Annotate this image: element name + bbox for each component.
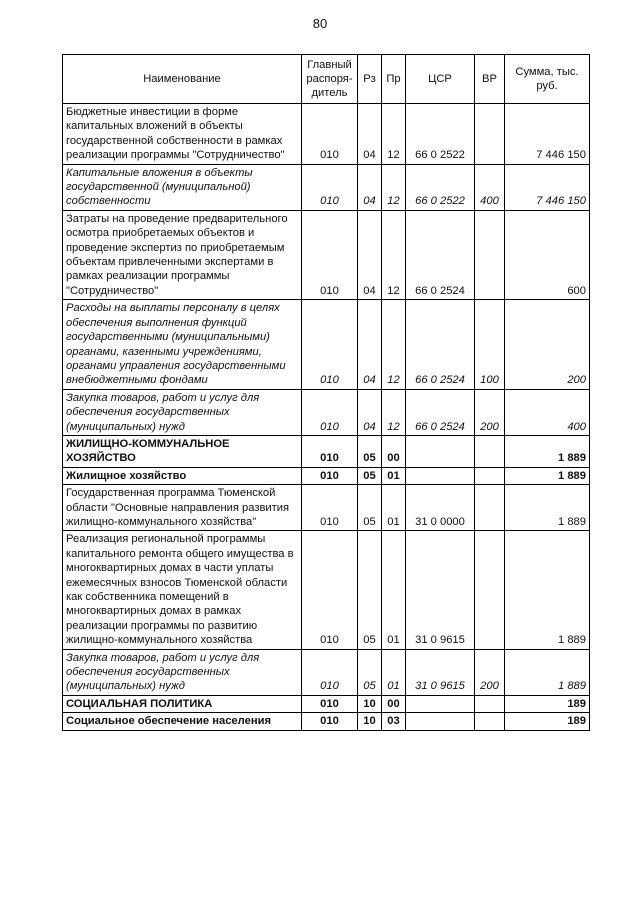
- cell-sum: 1 889: [505, 467, 590, 484]
- cell-admin: 010: [302, 531, 358, 649]
- cell-rz: 04: [358, 210, 382, 299]
- cell-csr: 66 0 2524: [406, 389, 475, 435]
- cell-admin: 010: [302, 695, 358, 712]
- table-row: [63, 210, 590, 299]
- cell-rz: 04: [358, 104, 382, 165]
- header-sum: Сумма, тыс. руб.: [505, 55, 590, 104]
- cell-vr: [475, 435, 505, 467]
- cell-sum: 1 889: [505, 435, 590, 467]
- header-vr: ВР: [475, 55, 505, 104]
- cell-name: СОЦИАЛЬНАЯ ПОЛИТИКА: [63, 695, 302, 712]
- table-row: [63, 164, 590, 210]
- cell-sum: 189: [505, 713, 590, 730]
- table-row: [63, 300, 590, 389]
- cell-admin: 010: [302, 467, 358, 484]
- cell-name: ЖИЛИЩНО-КОММУНАЛЬНОЕ ХОЗЯЙСТВО: [63, 435, 302, 467]
- cell-csr: 66 0 2522: [406, 164, 475, 210]
- cell-sum: 600: [505, 210, 590, 299]
- header-pr: Пр: [382, 55, 406, 104]
- cell-rz: 10: [358, 695, 382, 712]
- cell-admin: 010: [302, 210, 358, 299]
- cell-pr: 00: [382, 435, 406, 467]
- table-body: [63, 104, 590, 731]
- cell-name: Бюджетные инвестиции в форме капитальных вложений в объекты государственной собственности в рамках реализации программы "Сотрудничество": [63, 104, 302, 165]
- cell-csr: 66 0 2522: [406, 104, 475, 165]
- cell-name: Затраты на проведение предварительного осмотра приобретаемых объектов и проведение экспертиз по приобретаемым объектам привлеченными экспертами в рамках реализации программы "Сотрудничество": [63, 210, 302, 299]
- cell-sum: 1 889: [505, 649, 590, 695]
- cell-name: Капитальные вложения в объекты государственной (муниципальной) собственности: [63, 164, 302, 210]
- cell-rz: 04: [358, 164, 382, 210]
- cell-sum: 400: [505, 389, 590, 435]
- cell-name: Государственная программа Тюменской области "Основные направления развития жилищно-коммунального хозяйства": [63, 485, 302, 531]
- cell-vr: 200: [475, 389, 505, 435]
- cell-vr: [475, 485, 505, 531]
- cell-name: Реализация региональной программы капитального ремонта общего имущества в многоквартирных домах в части уплаты ежемесячных взносов Тюменской области как собственника помещений в многоквартирных домах в рамках реализации программы по развитию жилищно-коммунального хозяйства: [63, 531, 302, 649]
- table-row: [63, 104, 590, 165]
- cell-sum: 7 446 150: [505, 164, 590, 210]
- table-row: [63, 467, 590, 484]
- header-csr: ЦСР: [406, 55, 475, 104]
- cell-name: Жилищное хозяйство: [63, 467, 302, 484]
- cell-admin: 010: [302, 104, 358, 165]
- cell-pr: 01: [382, 531, 406, 649]
- page-number: 80: [312, 16, 328, 31]
- header-admin: Главный распоря-дитель: [302, 55, 358, 104]
- cell-vr: [475, 210, 505, 299]
- cell-name: Закупка товаров, работ и услуг для обеспечения государственных (муниципальных) нужд: [63, 389, 302, 435]
- cell-pr: 12: [382, 300, 406, 389]
- header-rz: Рз: [358, 55, 382, 104]
- cell-csr: 31 0 9615: [406, 531, 475, 649]
- cell-csr: 66 0 2524: [406, 210, 475, 299]
- header-name: Наименование: [63, 55, 302, 104]
- cell-csr: [406, 435, 475, 467]
- cell-admin: 010: [302, 164, 358, 210]
- table-row: [63, 389, 590, 435]
- table-row: [63, 713, 590, 730]
- table-row: [63, 435, 590, 467]
- cell-rz: 05: [358, 467, 382, 484]
- cell-sum: 7 446 150: [505, 104, 590, 165]
- table-row: [63, 485, 590, 531]
- table-row: [63, 695, 590, 712]
- cell-vr: [475, 467, 505, 484]
- cell-sum: 1 889: [505, 485, 590, 531]
- cell-pr: 12: [382, 104, 406, 165]
- cell-rz: 05: [358, 649, 382, 695]
- cell-vr: [475, 104, 505, 165]
- cell-admin: 010: [302, 713, 358, 730]
- cell-rz: 04: [358, 300, 382, 389]
- cell-csr: [406, 467, 475, 484]
- cell-vr: [475, 695, 505, 712]
- table-row: [63, 649, 590, 695]
- cell-name: Социальное обеспечение населения: [63, 713, 302, 730]
- cell-csr: 31 0 0000: [406, 485, 475, 531]
- cell-admin: 010: [302, 389, 358, 435]
- cell-pr: 12: [382, 389, 406, 435]
- cell-pr: 03: [382, 713, 406, 730]
- cell-vr: 200: [475, 649, 505, 695]
- cell-vr: [475, 713, 505, 730]
- cell-vr: [475, 531, 505, 649]
- cell-vr: 100: [475, 300, 505, 389]
- table-row: [63, 531, 590, 649]
- cell-name: Закупка товаров, работ и услуг для обеспечения государственных (муниципальных) нужд: [63, 649, 302, 695]
- cell-pr: 12: [382, 210, 406, 299]
- table-header-row: [63, 55, 590, 104]
- cell-vr: 400: [475, 164, 505, 210]
- cell-pr: 00: [382, 695, 406, 712]
- cell-admin: 010: [302, 649, 358, 695]
- cell-pr: 01: [382, 649, 406, 695]
- cell-sum: 1 889: [505, 531, 590, 649]
- cell-admin: 010: [302, 485, 358, 531]
- cell-name: Расходы на выплаты персоналу в целях обеспечения выполнения функций государственными (муниципальными) органами, казенными учреждениями, органами управления государственными внебюджетными фондами: [63, 300, 302, 389]
- budget-table: [62, 54, 590, 731]
- cell-pr: 01: [382, 467, 406, 484]
- cell-pr: 12: [382, 164, 406, 210]
- cell-sum: 189: [505, 695, 590, 712]
- cell-csr: 66 0 2524: [406, 300, 475, 389]
- cell-csr: [406, 695, 475, 712]
- cell-csr: [406, 713, 475, 730]
- cell-rz: 05: [358, 435, 382, 467]
- cell-sum: 200: [505, 300, 590, 389]
- cell-rz: 04: [358, 389, 382, 435]
- cell-rz: 05: [358, 531, 382, 649]
- cell-rz: 10: [358, 713, 382, 730]
- cell-admin: 010: [302, 300, 358, 389]
- cell-rz: 05: [358, 485, 382, 531]
- cell-pr: 01: [382, 485, 406, 531]
- cell-admin: 010: [302, 435, 358, 467]
- cell-csr: 31 0 9615: [406, 649, 475, 695]
